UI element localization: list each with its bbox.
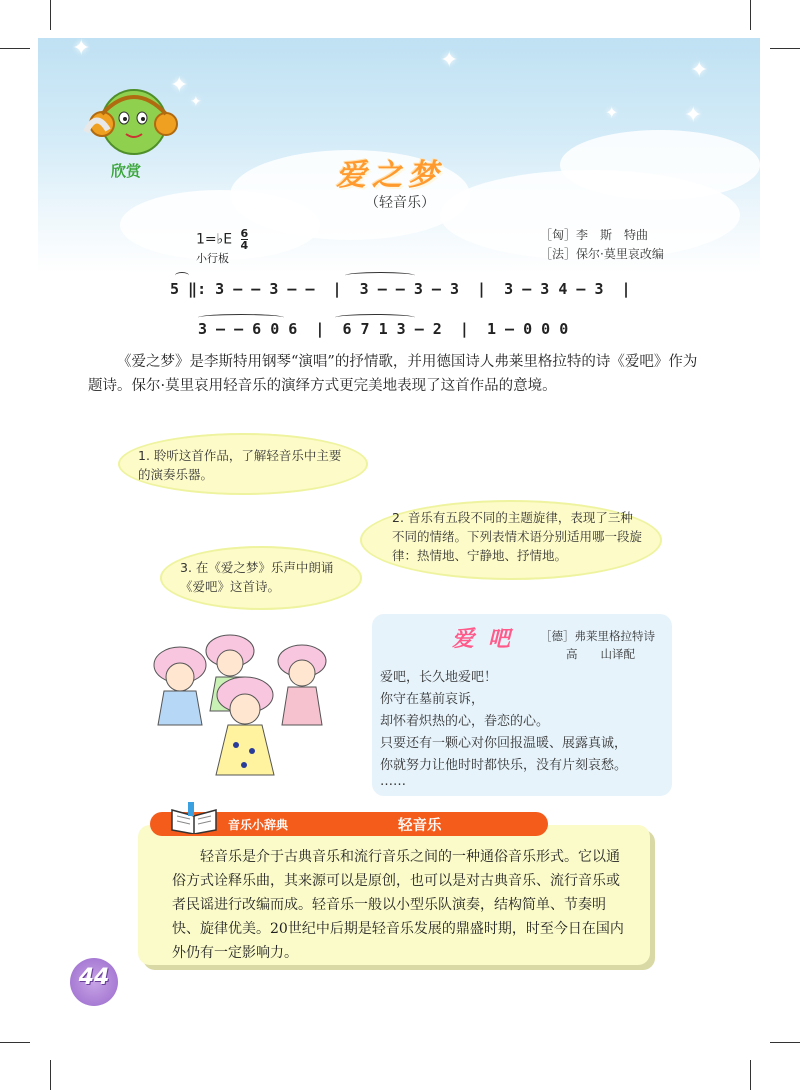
cloud-decoration <box>560 130 760 200</box>
score-line-2: 3 — — 6 0 6 | 6 7 1 3 — 2 | 1 — 0 0 0 <box>198 320 569 338</box>
slur-mark <box>345 272 415 279</box>
poem-line: 爱吧，长久地爱吧！ <box>380 670 498 685</box>
crop-mark <box>750 1060 751 1090</box>
star-icon: ✦ <box>72 36 91 61</box>
children-dancing-illustration <box>140 625 350 795</box>
crop-mark <box>0 48 30 49</box>
time-signature <box>241 228 249 251</box>
key-signature: 1=♭E <box>196 231 233 248</box>
star-icon: ✦ <box>690 58 709 83</box>
dictionary-text: 轻音乐是介于古典音乐和流行音乐之间的一种通俗音乐形式。它以通俗方式诠释乐曲，其来源可以是原创，也可以是对古典音乐、流行音乐或者民谣进行改编而成。轻音乐一般以小型乐队演奏，结构简单、节奏明快、旋律优美。20世纪中后期是轻音乐发展的鼎盛时期，时至今日在国内外仍有一定影响力。 <box>172 849 624 961</box>
star-icon: ✦ <box>440 48 459 73</box>
task-1-text: 1. 聆听这首作品，了解轻音乐中主要的演奏乐器。 <box>138 448 342 482</box>
crop-mark <box>0 1042 30 1043</box>
dictionary-title: 轻音乐 <box>398 818 442 834</box>
poem-line: 却怀着炽热的心，眷恋的心。 <box>380 714 550 729</box>
star-icon: ✦ <box>684 103 703 128</box>
score-key <box>196 228 248 251</box>
section-tag: 欣赏 <box>111 162 142 180</box>
poem-line: 你就努力让他时时都快乐，没有片刻哀愁。 <box>380 758 628 773</box>
poem-line: …… <box>380 774 406 789</box>
mascot-headphones-icon <box>82 80 182 162</box>
crop-mark <box>750 0 751 30</box>
composer-credit: ［匈］李 斯 特曲 <box>540 228 649 242</box>
page-number: 44 <box>78 965 110 990</box>
open-book-icon <box>168 800 220 834</box>
page-title: 爱之梦 <box>336 158 444 193</box>
meter-bottom: 4 <box>240 239 249 252</box>
crop-mark <box>770 48 800 49</box>
crop-mark <box>50 1060 51 1090</box>
crop-mark <box>770 1042 800 1043</box>
meter-top: 6 <box>240 227 249 240</box>
tempo-marking: 小行板 <box>196 252 229 265</box>
poem-title: 爱吧 <box>452 627 525 652</box>
task-2-text: 2. 音乐有五段不同的主题旋律，表现了三种不同的情绪。下列表情术语分别适用哪一段旋律：热情地、宁静地、抒情地。 <box>392 510 643 563</box>
score-line-1: 5 ‖: 3 — — 3 — — | 3 — — 3 — 3 | 3 — 3 4 — 3 | <box>170 280 631 298</box>
poem-translator-credit: 高 山译配 <box>566 647 635 661</box>
poem-author-credit: ［德］弗莱里格拉特诗 <box>540 629 655 643</box>
intro-paragraph: 《爱之梦》是李斯特用钢琴“演唱”的抒情歌，并用德国诗人弗莱里格拉特的诗《爱吧》作为题诗。保尔·莫里哀用轻音乐的演绎方式更完美地表现了这首作品的意境。 <box>88 354 698 394</box>
star-icon: ✦ <box>605 103 619 122</box>
crop-mark <box>50 0 51 30</box>
poem-line: 你守在墓前哀诉， <box>380 692 485 707</box>
poem-line: 只要还有一颗心对你回报温暖、展露真诚， <box>380 736 628 751</box>
arranger-credit: ［法］保尔·莫里哀改编 <box>540 247 664 261</box>
page-subtitle: （轻音乐） <box>365 195 435 211</box>
slur-mark <box>175 272 189 279</box>
star-icon: ✦ <box>190 94 202 110</box>
dictionary-label: 音乐小辞典 <box>228 818 289 832</box>
task-3-text: 3. 在《爱之梦》乐声中朗诵《爱吧》这首诗。 <box>180 560 334 594</box>
star-icon: ✦ <box>170 73 189 98</box>
